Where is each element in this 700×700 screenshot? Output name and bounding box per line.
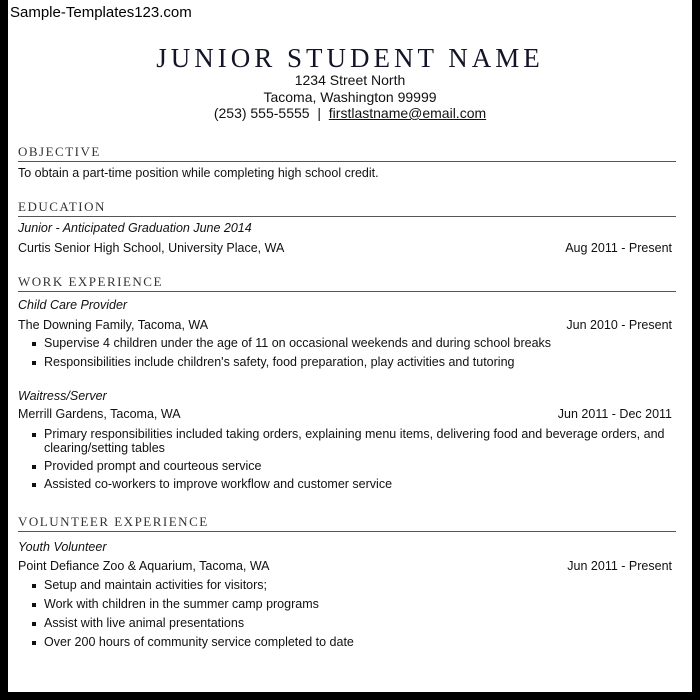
school: Curtis Senior High School, University Place, WA xyxy=(18,241,285,255)
section-education: EDUCATION xyxy=(18,199,676,217)
education-level: Junior - Anticipated Graduation June 2014 xyxy=(18,221,252,235)
bullet-item: Supervise 4 children under the age of 11 on occasional weekends and during school breaks xyxy=(44,336,674,350)
watermark: Sample-Templates123.com xyxy=(10,4,192,21)
volunteer-row xyxy=(18,559,672,573)
volunteer-dates: Jun 2011 - Present xyxy=(567,559,672,573)
bullet-item: Setup and maintain activities for visitors; xyxy=(44,578,674,592)
bullet-item: Assist with live animal presentations xyxy=(44,616,674,630)
bullet-item: Over 200 hours of community service completed to date xyxy=(44,635,674,649)
education-dates: Aug 2011 - Present xyxy=(565,241,672,255)
job-org: Merrill Gardens, Tacoma, WA xyxy=(18,407,181,421)
section-work: WORK EXPERIENCE xyxy=(18,274,676,292)
job-role: Waitress/Server xyxy=(18,389,107,403)
volunteer-org: Point Defiance Zoo & Aquarium, Tacoma, WA xyxy=(18,559,270,573)
volunteer-role: Youth Volunteer xyxy=(18,540,107,554)
bullet-item: Provided prompt and courteous service xyxy=(44,459,674,473)
bullet-item: Work with children in the summer camp programs xyxy=(44,597,674,611)
separator: | xyxy=(317,105,321,121)
city-address: Tacoma, Washington 99999 xyxy=(263,89,437,105)
bullet-item: Primary responsibilities included taking orders, explaining menu items, delivering food and beverage orders, and clearing/setting tables xyxy=(44,427,674,455)
section-volunteer: VOLUNTEER EXPERIENCE xyxy=(18,514,676,532)
bullet-item: Assisted co-workers to improve workflow and customer service xyxy=(44,477,674,491)
section-objective: OBJECTIVE xyxy=(18,144,676,162)
job-role: Child Care Provider xyxy=(18,298,128,312)
contact-line xyxy=(8,105,692,121)
job-dates: Jun 2010 - Present xyxy=(566,318,672,332)
email-link[interactable]: firstlastname@email.com xyxy=(328,105,487,121)
objective-text: To obtain a part-time position while completing high school credit. xyxy=(18,166,379,180)
street-address: 1234 Street North xyxy=(294,72,406,88)
job-dates: Jun 2011 - Dec 2011 xyxy=(557,407,672,421)
job-org: The Downing Family, Tacoma, WA xyxy=(18,318,209,332)
job-row xyxy=(18,407,672,421)
resume-page xyxy=(8,0,692,692)
phone: (253) 555-5555 xyxy=(213,105,310,121)
education-row xyxy=(18,241,672,255)
job-row xyxy=(18,318,672,332)
student-name: JUNIOR STUDENT NAME xyxy=(156,43,544,73)
bullet-item: Responsibilities include children's safety, food preparation, play activities and tutoring xyxy=(44,355,674,369)
